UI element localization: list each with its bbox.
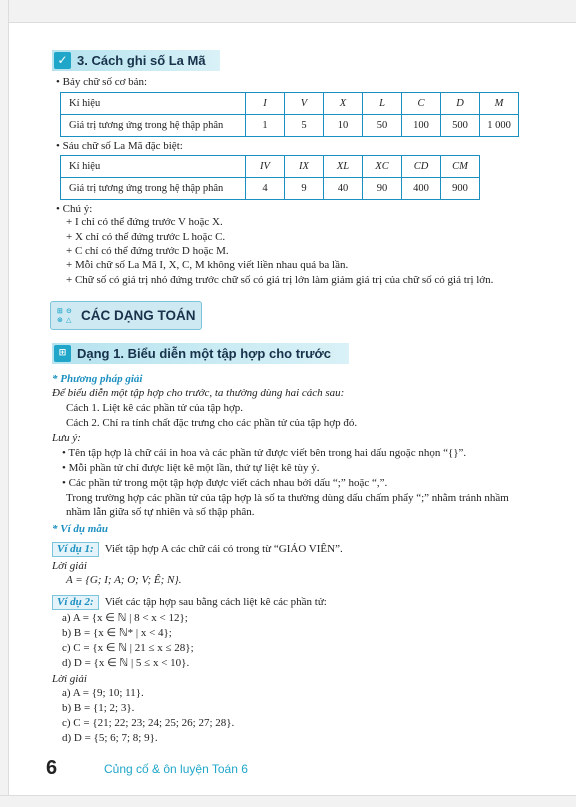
example-item: c) C = {x ∈ ℕ | 21 ≤ x ≤ 28}; [62, 642, 194, 654]
shapes-icon: ⊞ ⊝ ⊗ △ [57, 307, 72, 324]
example-item: a) A = {x ∈ ℕ | 8 < x < 12}; [62, 612, 188, 624]
example-text: Viết các tập hợp sau bằng cách liệt kê các phần tử: [104, 596, 327, 608]
value-cell: 500 [441, 115, 480, 137]
symbol-cell: V [285, 93, 324, 115]
symbol-cell: XC [363, 156, 402, 178]
example-item: b) B = {x ∈ ℕ* | x < 4}; [62, 627, 172, 639]
example-item: d) D = {x ∈ ℕ | 5 ≤ x < 10}. [62, 657, 190, 669]
value-cell: 40 [324, 178, 363, 200]
special-numerals-table [60, 155, 480, 200]
value-cell: 900 [441, 178, 480, 200]
way-2: Cách 2. Chỉ ra tính chất đặc trưng cho các phần tử của tập hợp đó. [66, 417, 358, 429]
solution-item: b) B = {1; 2; 3}. [62, 702, 135, 714]
solution-text: A = {G; I; A; O; V; Ê; N}. [66, 574, 182, 586]
dang1-heading [52, 343, 349, 364]
value-cell: 1 [246, 115, 285, 137]
row-label-symbol: Kí hiệu [61, 156, 246, 178]
rule-extra: nhầm lẫn giữa số tự nhiên và số thập phân. [66, 506, 255, 518]
note-item: + X chỉ có thể đứng trước L hoặc C. [66, 231, 226, 243]
symbol-cell: C [402, 93, 441, 115]
basic-numerals-table [60, 92, 519, 137]
special-intro: • Sáu chữ số La Mã đặc biệt: [56, 140, 183, 152]
notes-title: • Chú ý: [56, 203, 93, 215]
page-top-border [0, 0, 576, 23]
section-title: 3. Cách ghi số La Mã [77, 53, 206, 68]
example-label: Ví dụ 1: [52, 542, 99, 557]
symbol-cell: CM [441, 156, 480, 178]
note-item: + Chữ số có giá trị nhỏ đứng trước chữ số có giá trị lớn làm giảm giá trị của chữ số có giá trị lớn. [66, 274, 494, 286]
row-label-value: Giá trị tương ứng trong hệ thập phân [61, 115, 246, 137]
value-cell: 1 000 [480, 115, 519, 137]
note-item: + C chỉ có thể đứng trước D hoặc M. [66, 245, 229, 257]
symbol-cell: X [324, 93, 363, 115]
method-intro: Để biểu diễn một tập hợp cho trước, ta thường dùng hai cách sau: [52, 387, 345, 399]
symbol-cell: M [480, 93, 519, 115]
page-number: 6 [46, 757, 58, 779]
types-heading-text: CÁC DẠNG TOÁN [81, 308, 196, 323]
symbol-cell: I [246, 93, 285, 115]
book-title: Củng cố & ôn luyện Toán 6 [104, 762, 248, 776]
solution-title: Lời giải [52, 560, 87, 572]
note-item: + Mỗi chữ số La Mã I, X, C, M không viết liền nhau quá ba lần. [66, 259, 349, 271]
examples-title: * Ví dụ mẫu [52, 523, 108, 535]
value-cell: 50 [363, 115, 402, 137]
example-label: Ví dụ 2: [52, 595, 99, 610]
symbol-cell: XL [324, 156, 363, 178]
solution-item: c) C = {21; 22; 23; 24; 25; 26; 27; 28}. [62, 717, 235, 729]
shapes-icon: ⊞ [54, 345, 71, 362]
rule-item: • Tên tập hợp là chữ cái in hoa và các phần tử được viết bên trong hai dấu ngoặc nhọn “{}”. [62, 447, 467, 459]
example-1 [52, 542, 343, 557]
row-label-symbol: Kí hiệu [61, 93, 246, 115]
note-label: Lưu ý: [52, 432, 81, 444]
symbol-cell: IV [246, 156, 285, 178]
page-bottom-border [0, 795, 576, 807]
rule-extra: Trong trường hợp các phần tử của tập hợp là số ta thường dùng dấu chấm phẩy “;” nhằm tránh nhầm [66, 492, 509, 504]
example-2 [52, 595, 327, 610]
row-label-value: Giá trị tương ứng trong hệ thập phân [61, 178, 246, 200]
rule-item: • Các phần tử trong một tập hợp được viết cách nhau bởi dấu “;” hoặc “,”. [62, 477, 388, 489]
page-left-border [0, 0, 9, 806]
value-cell: 100 [402, 115, 441, 137]
symbol-cell: L [363, 93, 402, 115]
solution-item: a) A = {9; 10; 11}. [62, 687, 144, 699]
value-cell: 5 [285, 115, 324, 137]
solution-title: Lời giải [52, 673, 87, 685]
value-cell: 9 [285, 178, 324, 200]
way-1: Cách 1. Liệt kê các phần tử của tập hợp. [66, 402, 244, 414]
example-text: Viết tập hợp A các chữ cái có trong từ “GIÁO VIÊN”. [104, 543, 343, 555]
basic-intro: • Bảy chữ số cơ bản: [56, 76, 148, 88]
value-cell: 10 [324, 115, 363, 137]
value-cell: 400 [402, 178, 441, 200]
solution-item: d) D = {5; 6; 7; 8; 9}. [62, 732, 158, 744]
note-item: + I chỉ có thể đứng trước V hoặc X. [66, 216, 223, 228]
symbol-cell: D [441, 93, 480, 115]
value-cell: 90 [363, 178, 402, 200]
dang1-title: Dạng 1. Biểu diễn một tập hợp cho trước [77, 346, 331, 361]
types-heading [50, 301, 202, 330]
check-square-icon: ✓ [54, 52, 71, 69]
method-title: * Phương pháp giải [52, 373, 143, 385]
section-heading-roman [52, 50, 220, 71]
value-cell: 4 [246, 178, 285, 200]
symbol-cell: IX [285, 156, 324, 178]
rule-item: • Mỗi phần tử chỉ được liệt kê một lần, thứ tự liệt kê tùy ý. [62, 462, 320, 474]
symbol-cell: CD [402, 156, 441, 178]
